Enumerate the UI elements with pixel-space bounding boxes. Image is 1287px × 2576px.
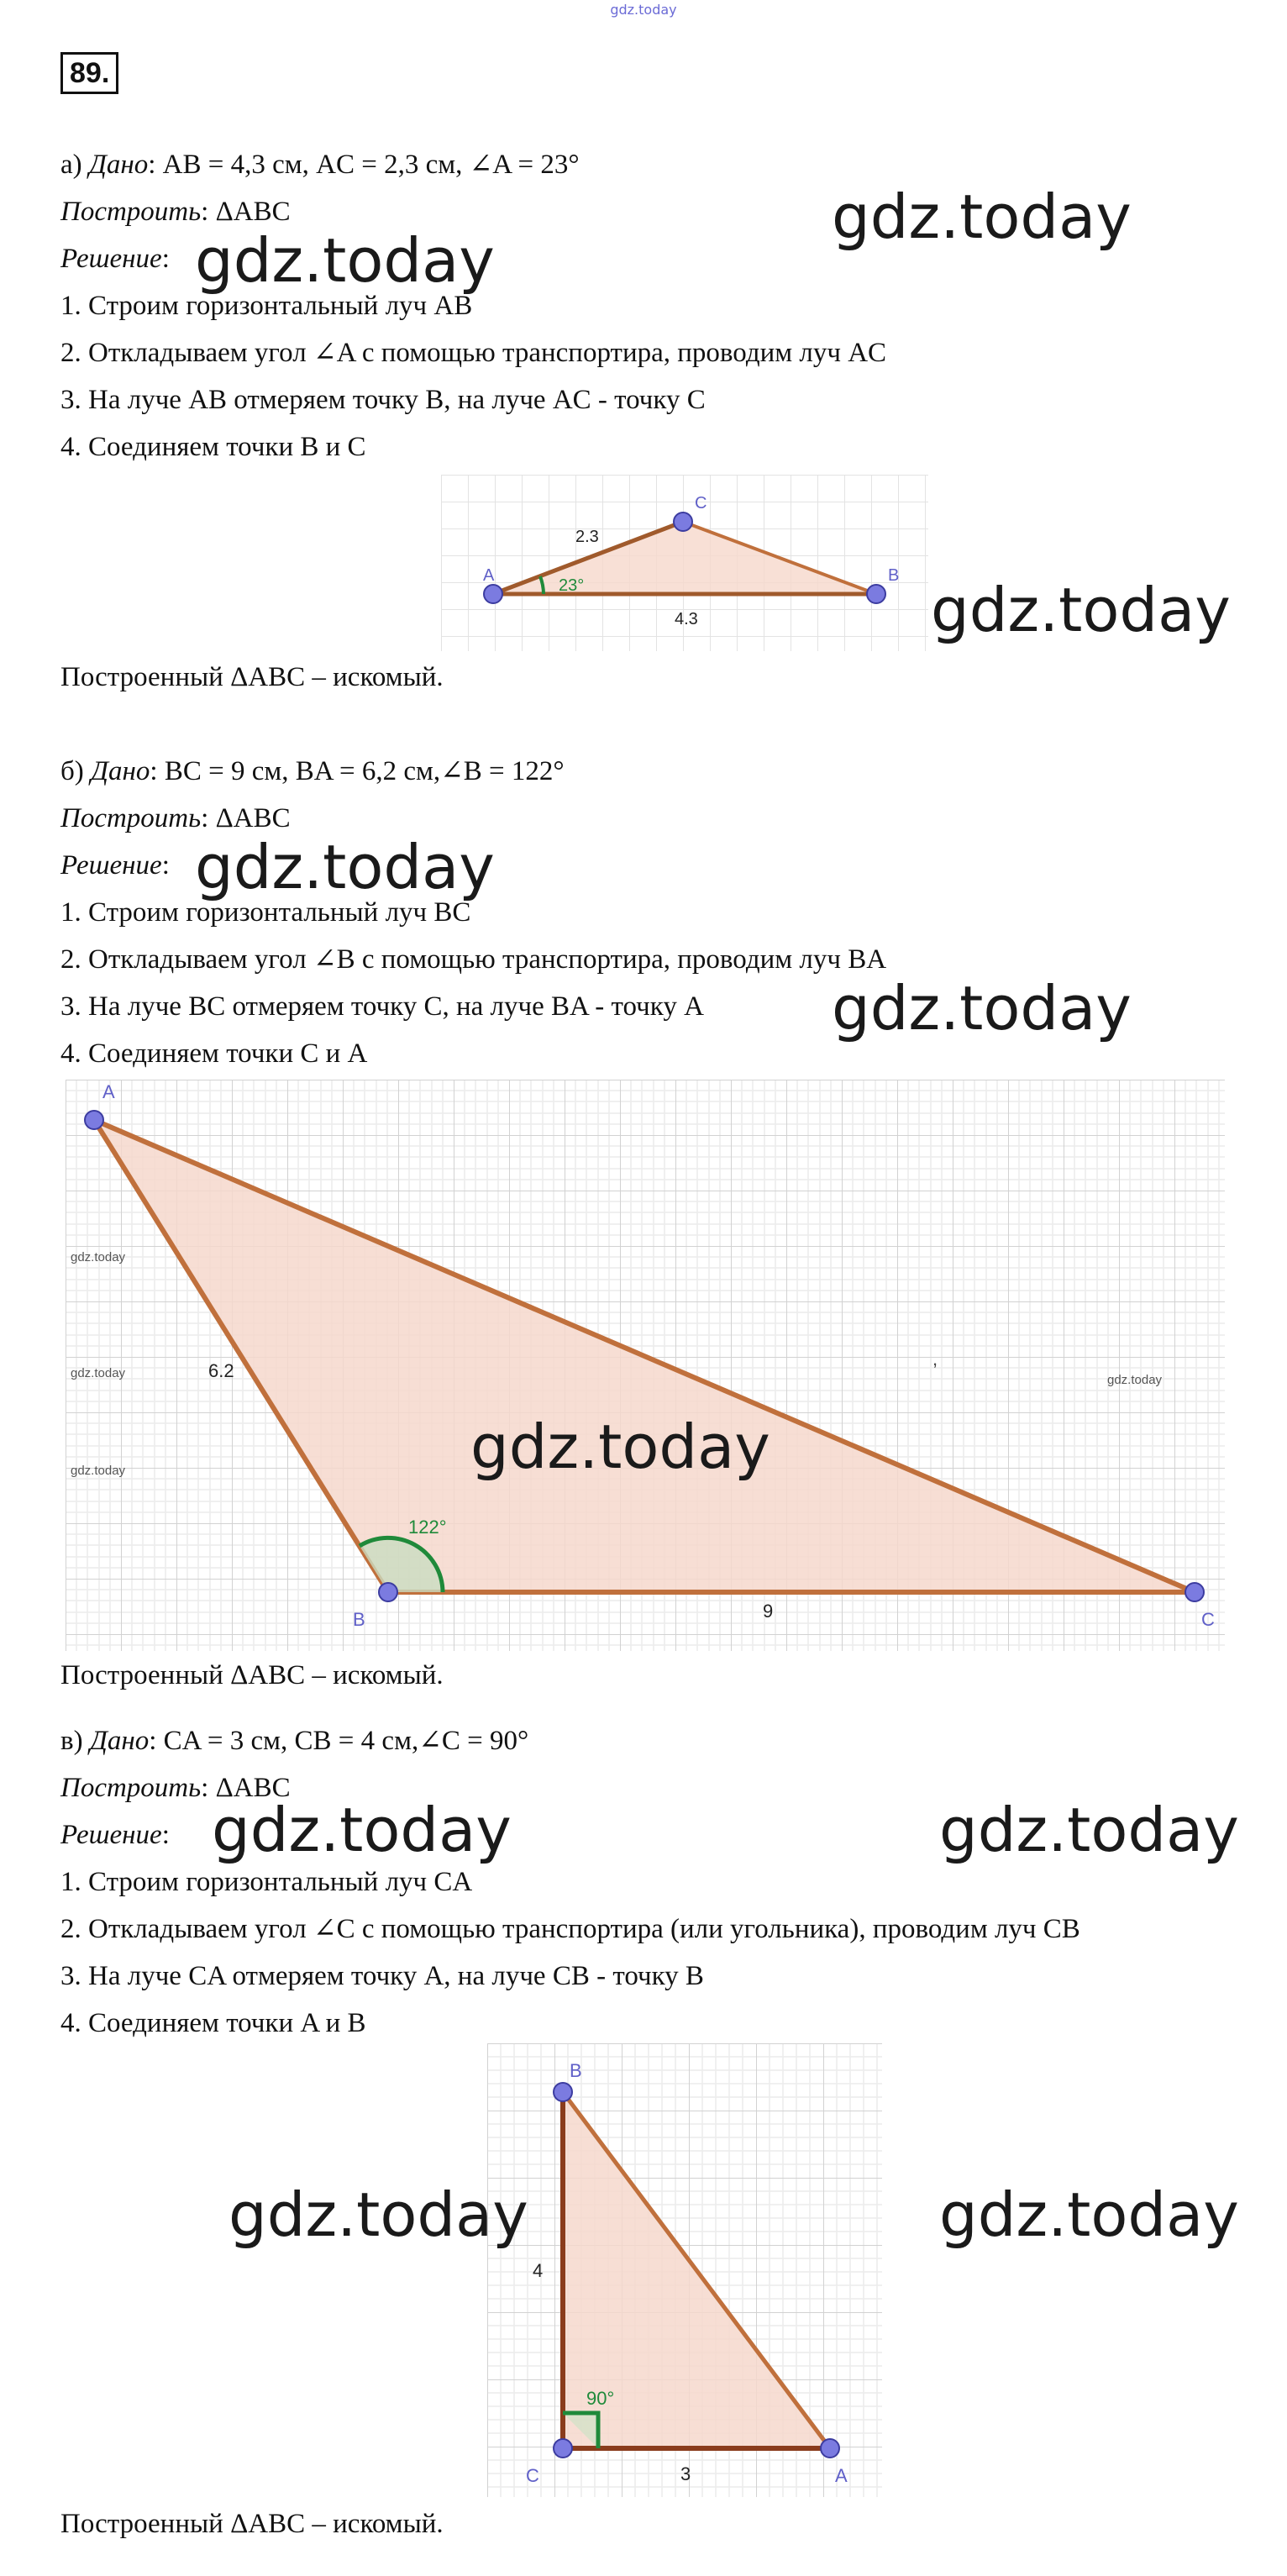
- label-b: B: [353, 1609, 365, 1630]
- label-side-cb: 4: [533, 2260, 544, 2281]
- label-side-ab: 4.3: [675, 610, 698, 628]
- solution-c: Решение:: [60, 1820, 170, 1850]
- point-c: [554, 2439, 572, 2458]
- watermark: gdz.today: [195, 832, 495, 902]
- watermark: gdz.today: [939, 1795, 1239, 1865]
- figure-b: [66, 1080, 1225, 1651]
- watermark: gdz.today: [212, 1795, 512, 1865]
- label-c: C: [1201, 1609, 1215, 1630]
- watermark: gdz.today: [931, 575, 1231, 645]
- step-c-1: 1. Строим горизонтальный луч CA: [60, 1867, 473, 1897]
- point-a: [85, 1111, 103, 1129]
- result-a: Построенный ΔABC – искомый.: [60, 662, 444, 692]
- step-b-3: 3. На луче BC отмеряем точку C, на луче BA - точку A: [60, 991, 704, 1022]
- small-watermark: gdz.today: [1107, 1373, 1163, 1387]
- label-side-bc: 9: [763, 1601, 774, 1622]
- small-watermark: gdz.today: [71, 1250, 126, 1264]
- step-b-4: 4. Соединяем точки C и A: [60, 1038, 368, 1069]
- figure-a: [441, 475, 928, 651]
- step-b-1: 1. Строим горизонтальный луч BC: [60, 897, 471, 928]
- given-b: б) Дано: BC = 9 см, BA = 6,2 см,∠B = 122°: [60, 756, 565, 786]
- step-a-1: 1. Строим горизонтальный луч AB: [60, 291, 473, 321]
- stray-mark: ,: [932, 1348, 938, 1369]
- point-b: [554, 2083, 572, 2101]
- watermark: gdz.today: [939, 2179, 1239, 2250]
- label-b: B: [570, 2060, 582, 2081]
- watermark: gdz.today: [832, 973, 1132, 1044]
- result-c: Построенный ΔABC – искомый.: [60, 2509, 444, 2539]
- construct-c: Построить: ΔABC: [60, 1773, 291, 1803]
- step-a-2: 2. Откладываем угол ∠A с помощью транспортира, проводим луч AC: [60, 338, 887, 368]
- point-b: [379, 1583, 397, 1601]
- point-c: [1185, 1583, 1204, 1601]
- point-c: [674, 513, 692, 531]
- result-b: Построенный ΔABC – искомый.: [60, 1660, 444, 1690]
- construct-b: Построить: ΔABC: [60, 803, 291, 833]
- step-b-2: 2. Откладываем угол ∠B с помощью транспортира, проводим луч BA: [60, 944, 887, 975]
- step-a-4: 4. Соединяем точки B и C: [60, 432, 366, 462]
- solution-a: Решение:: [60, 244, 170, 274]
- label-b: B: [888, 566, 900, 585]
- small-watermark: gdz.today: [71, 1464, 126, 1478]
- step-c-3: 3. На луче CA отмеряем точку A, на луче CB - точку B: [60, 1961, 704, 1991]
- given-c: в) Дано: CA = 3 см, CB = 4 см,∠C = 90°: [60, 1726, 529, 1756]
- label-a: A: [483, 566, 495, 585]
- label-side-ca: 3: [680, 2463, 691, 2484]
- watermark: gdz.today: [470, 1412, 770, 1482]
- step-a-3: 3. На луче AB отмеряем точку B, на луче AC - точку C: [60, 385, 706, 415]
- problem-number: 89.: [60, 52, 118, 94]
- given-a: а) Дано: AB = 4,3 см, AC = 2,3 см, ∠A = 23°: [60, 150, 580, 180]
- figure-c: [487, 2043, 882, 2497]
- watermark: gdz.today: [229, 2179, 528, 2250]
- top-watermark: gdz.today: [610, 2, 677, 18]
- step-c-4: 4. Соединяем точки A и B: [60, 2008, 366, 2038]
- label-a: A: [102, 1081, 115, 1102]
- label-side-ba: 6.2: [208, 1360, 234, 1381]
- step-c-2: 2. Откладываем угол ∠C с помощью транспортира (или угольника), проводим луч CB: [60, 1914, 1080, 1944]
- label-c: C: [695, 494, 707, 513]
- label-side-ac: 2.3: [575, 528, 599, 546]
- watermark: gdz.today: [195, 225, 495, 296]
- watermark: gdz.today: [832, 181, 1132, 252]
- label-angle-a: 23°: [559, 576, 585, 595]
- label-angle-c: 90°: [586, 2388, 615, 2409]
- point-a: [821, 2439, 839, 2458]
- construct-a: Построить: ΔABC: [60, 197, 291, 227]
- label-a: A: [835, 2465, 848, 2486]
- solution-b: Решение:: [60, 850, 170, 881]
- small-watermark: gdz.today: [71, 1366, 126, 1380]
- point-b: [867, 585, 885, 603]
- label-c: C: [526, 2465, 539, 2486]
- label-angle-b: 122°: [408, 1517, 447, 1538]
- point-a: [484, 585, 502, 603]
